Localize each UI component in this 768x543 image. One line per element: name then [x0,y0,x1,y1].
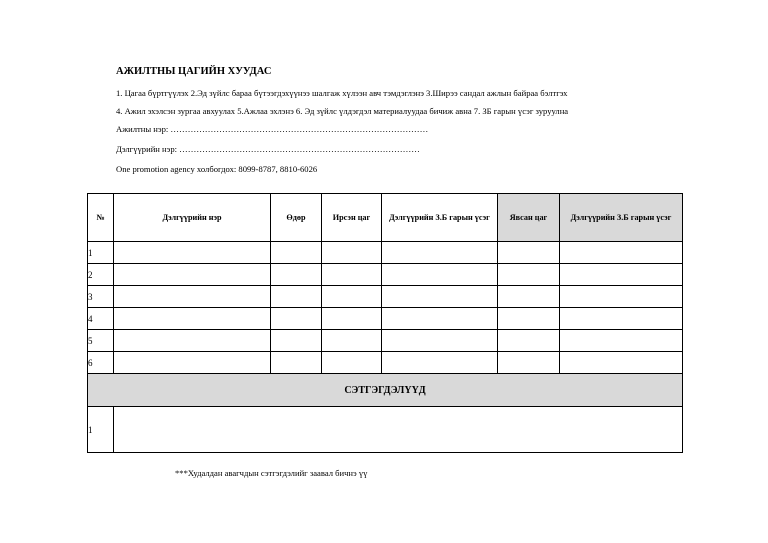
leave-time-cell[interactable] [498,264,560,286]
day-cell[interactable] [271,286,322,308]
leave-time-cell[interactable] [498,352,560,374]
leave-signature-cell[interactable] [560,242,683,264]
arrival-time-cell[interactable] [322,330,382,352]
day-cell[interactable] [271,242,322,264]
leave-time-cell[interactable] [498,242,560,264]
row-number: 2 [88,264,114,286]
store-name-cell[interactable] [114,264,271,286]
leave-time-cell[interactable] [498,308,560,330]
store-name-cell[interactable] [114,352,271,374]
leave-signature-cell[interactable] [560,352,683,374]
table-row [88,242,683,264]
arrival-signature-cell[interactable] [382,286,498,308]
footnote: ***Худалдан авагчдын сэтгэгдэлийг заавал бичнэ үү [175,468,368,478]
notes-header-row [88,374,683,407]
day-cell[interactable] [271,264,322,286]
arrival-time-cell[interactable] [322,286,382,308]
store-name-cell[interactable] [114,330,271,352]
row-number: 6 [88,352,114,374]
header-arrival-time: Ирсэн цаг [322,194,382,242]
leave-signature-cell[interactable] [560,308,683,330]
arrival-signature-cell[interactable] [382,242,498,264]
arrival-time-cell[interactable] [322,264,382,286]
leave-signature-cell[interactable] [560,286,683,308]
day-cell[interactable] [271,308,322,330]
worker-name-line: Ажилтны нэр: ……………………………………………………………………………… [116,124,429,134]
table-row [88,330,683,352]
store-name-cell[interactable] [114,286,271,308]
arrival-signature-cell[interactable] [382,330,498,352]
instructions-line-2: 4. Ажил эхэлсэн зургаа авхуулах 5.Ажлаа эхлэнэ 6. Эд зүйлс үлдэгдэл материалуудаа бичиж авна 7. ЗБ гарын үсэг зуруулна [116,106,569,116]
contact-line: One promotion agency холбогдох: 8099-8787, 8810-6026 [116,164,318,174]
notes-row [88,407,683,453]
arrival-signature-cell[interactable] [382,352,498,374]
store-name-cell[interactable] [114,242,271,264]
table-row [88,286,683,308]
arrival-signature-cell[interactable] [382,308,498,330]
leave-time-cell[interactable] [498,330,560,352]
table-row [88,352,683,374]
row-number: 5 [88,330,114,352]
table-row [88,264,683,286]
store-name-line: Дэлгүүрийн нэр: ………………………………………………………………………… [116,144,420,154]
store-name-cell[interactable] [114,308,271,330]
day-cell[interactable] [271,352,322,374]
day-cell[interactable] [271,330,322,352]
notes-cell[interactable] [114,407,683,453]
arrival-signature-cell[interactable] [382,264,498,286]
document-title: АЖИЛТНЫ ЦАГИЙН ХУУДАС [116,66,272,77]
table-header-row [88,194,683,242]
leave-signature-cell[interactable] [560,330,683,352]
arrival-time-cell[interactable] [322,352,382,374]
notes-title: СЭТГЭГДЭЛҮҮД [88,374,683,407]
header-store-name: Дэлгүүрийн нэр [114,194,271,242]
row-number: 1 [88,242,114,264]
row-number: 4 [88,308,114,330]
leave-signature-cell[interactable] [560,264,683,286]
arrival-time-cell[interactable] [322,242,382,264]
leave-time-cell[interactable] [498,286,560,308]
header-leave-signature: Дэлгүүрийн З.Б гарын үсэг [560,194,683,242]
timesheet-table [87,193,683,453]
notes-row-number: 1 [88,407,114,453]
row-number: 3 [88,286,114,308]
header-leave-time: Явсан цаг [498,194,560,242]
header-arrival-signature: Дэлгүүрийн З.Б гарын үсэг [382,194,498,242]
arrival-time-cell[interactable] [322,308,382,330]
instructions-line-1: 1. Цагаа бүртгүүлэх 2.Эд зүйлс бараа бүтээгдэхүүнээ шалгаж хүлээн авч тэмдэглэнэ 3.Ширээ сандал ажлын байраа бэлтгэх [116,88,568,98]
header-day: Өдөр [271,194,322,242]
header-number: № [88,194,114,242]
table-row [88,308,683,330]
